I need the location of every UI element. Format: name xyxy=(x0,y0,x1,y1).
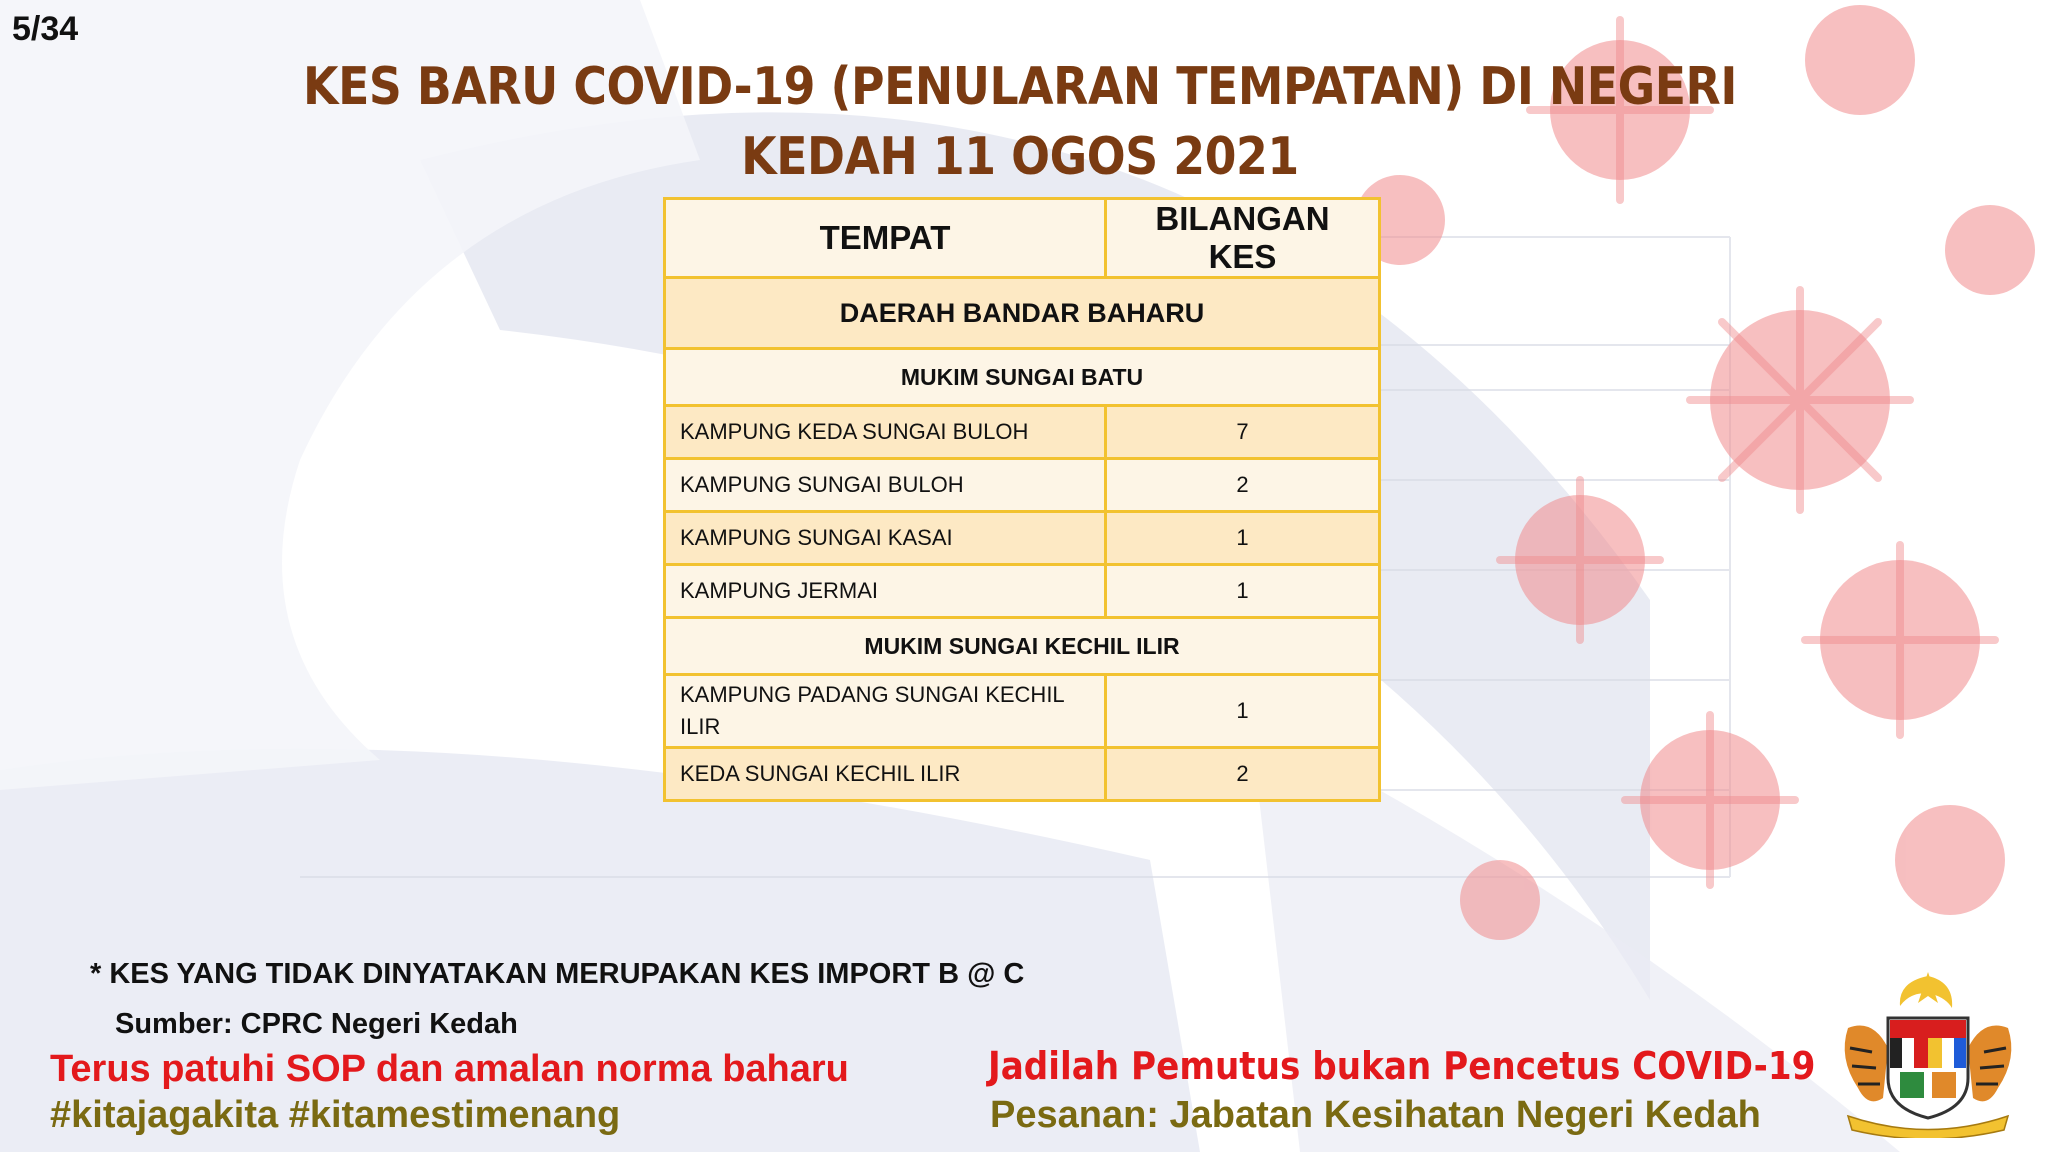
header-tempat: TEMPAT xyxy=(665,199,1106,278)
import-case-note: * KES YANG TIDAK DINYATAKAN MERUPAKAN KES IMPORT B @ C xyxy=(90,958,1025,990)
message-credit: Pesanan: Jabatan Kesihatan Negeri Kedah xyxy=(990,1094,1761,1136)
place-cell: KAMPUNG KEDA SUNGAI BULOH xyxy=(665,406,1106,459)
place-cell: KAMPUNG SUNGAI KASAI xyxy=(665,512,1106,565)
title-line-1: KES BARU COVID-19 (PENULARAN TEMPATAN) DI NEGERI xyxy=(303,57,1737,117)
hashtags: #kitajagakita #kitamestimenang xyxy=(50,1094,621,1136)
count-cell: 7 xyxy=(1106,406,1380,459)
mukim-row xyxy=(665,618,1380,675)
count-cell: 2 xyxy=(1106,459,1380,512)
district-row xyxy=(665,278,1380,349)
place-cell: KAMPUNG JERMAI xyxy=(665,565,1106,618)
count-cell: 1 xyxy=(1106,512,1380,565)
page-number: 5/34 xyxy=(12,10,79,48)
table-row xyxy=(665,748,1380,801)
count-cell: 1 xyxy=(1106,675,1380,748)
cases-table xyxy=(663,197,1381,802)
count-cell: 1 xyxy=(1106,565,1380,618)
table-row xyxy=(665,565,1380,618)
title-line-2: KEDAH 11 OGOS 2021 xyxy=(741,127,1299,187)
header-bilangan-kes: BILANGAN KES xyxy=(1106,199,1380,278)
sop-slogan: Terus patuhi SOP dan amalan norma baharu xyxy=(50,1048,849,1090)
district-name: DAERAH BANDAR BAHARU xyxy=(665,278,1380,349)
place-cell: KAMPUNG PADANG SUNGAI KECHIL ILIR xyxy=(665,675,1106,748)
page-title xyxy=(281,52,1759,192)
mukim-name: MUKIM SUNGAI KECHIL ILIR xyxy=(665,618,1380,675)
table-row xyxy=(665,675,1380,748)
mukim-row xyxy=(665,349,1380,406)
campaign-tagline: Jadilah Pemutus bukan Pencetus COVID-19 xyxy=(988,1044,1816,1088)
table-row xyxy=(665,459,1380,512)
table-row xyxy=(665,512,1380,565)
place-cell: KEDA SUNGAI KECHIL ILIR xyxy=(665,748,1106,801)
source-text: Sumber: CPRC Negeri Kedah xyxy=(115,1008,518,1040)
table-header-row xyxy=(665,199,1380,278)
table-row xyxy=(665,406,1380,459)
malaysia-coat-of-arms-icon xyxy=(1828,968,2028,1138)
mukim-name: MUKIM SUNGAI BATU xyxy=(665,349,1380,406)
place-cell: KAMPUNG SUNGAI BULOH xyxy=(665,459,1106,512)
count-cell: 2 xyxy=(1106,748,1380,801)
